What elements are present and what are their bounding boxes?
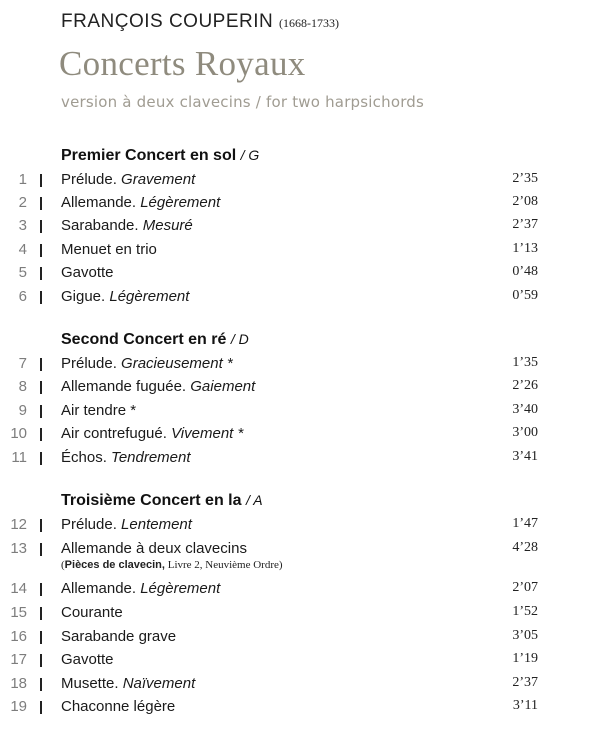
track-duration: 3’40 [512, 402, 538, 417]
track-separator [40, 701, 42, 714]
track-tempo: Légèrement [140, 580, 221, 597]
track-title-text: Prélude. [61, 516, 117, 533]
track-number: 17 [10, 651, 27, 668]
track-separator [40, 519, 42, 532]
track-title [61, 516, 192, 533]
concert-key: / D [230, 331, 249, 347]
track-duration: 4’28 [512, 540, 538, 555]
track-title [61, 698, 175, 715]
track-title-text: Air tendre * [61, 402, 137, 419]
track-note-rest: Livre 2, Neuvième Ordre) [164, 559, 283, 571]
track-separator [40, 428, 42, 441]
track-title [61, 288, 189, 305]
concert-heading [61, 147, 259, 165]
track-row [0, 628, 600, 650]
track-title-text: Courante [61, 604, 123, 621]
track-separator [40, 452, 42, 465]
track-number: 18 [10, 675, 27, 692]
track-title-text: Menuet en trio [61, 241, 157, 258]
track-title-text: Allemande à deux clavecins [61, 540, 247, 557]
track-separator [40, 220, 42, 233]
track-tempo: Tendrement [111, 449, 191, 466]
track-title [61, 604, 123, 621]
track-title [61, 171, 195, 188]
track-tempo: Mesuré [142, 217, 193, 234]
track-tempo: Légèrement [140, 194, 221, 211]
track-separator [40, 174, 42, 187]
track-number: 7 [18, 355, 27, 372]
track-tempo: Gracieusement * [121, 355, 233, 372]
track-duration: 1’47 [512, 516, 538, 531]
track-separator [40, 607, 42, 620]
track-duration: 3’00 [512, 425, 538, 440]
track-duration: 2’37 [512, 217, 538, 232]
track-number: 11 [11, 449, 27, 466]
track-separator [40, 405, 42, 418]
track-duration: 2’08 [512, 194, 538, 209]
track-separator [40, 291, 42, 304]
track-row [0, 698, 600, 720]
track-title [61, 628, 176, 645]
track-row [0, 194, 600, 216]
track-duration: 1’52 [512, 604, 538, 619]
track-duration: 2’37 [512, 675, 538, 690]
track-duration: 2’07 [512, 580, 538, 595]
track-title [61, 540, 247, 557]
track-separator [40, 631, 42, 644]
track-separator [40, 244, 42, 257]
track-title-text: Chaconne légère [61, 698, 176, 715]
track-row [0, 449, 600, 471]
track-number: 15 [10, 604, 27, 621]
track-row [0, 402, 600, 424]
track-number: 5 [18, 264, 27, 281]
album-subtitle: version à deux clavecins / for two harpsichords [61, 93, 425, 111]
track-number: 10 [10, 425, 27, 442]
track-title-text: Air contrefugué. [61, 425, 167, 442]
track-duration: 2’26 [512, 378, 538, 393]
track-row [0, 288, 600, 310]
track-title-text: Gigue. [61, 288, 106, 305]
track-row [0, 241, 600, 263]
track-title [61, 425, 243, 442]
track-title-text: Allemande. [61, 580, 137, 597]
track-row [0, 264, 600, 286]
track-number: 1 [18, 171, 27, 188]
concert-name: Second Concert en ré [61, 331, 227, 348]
track-title-text: Échos. [61, 449, 107, 466]
track-duration: 1’13 [512, 241, 538, 256]
track-title-text: Sarabande grave [61, 628, 177, 645]
track-number: 13 [10, 540, 27, 557]
track-title [61, 194, 220, 211]
track-duration: 2’35 [512, 171, 538, 186]
concert-key: / A [245, 492, 263, 508]
track-separator [40, 267, 42, 280]
track-separator [40, 654, 42, 667]
track-title-text: Prélude. [61, 355, 117, 372]
track-title-text: Gavotte [61, 264, 114, 281]
track-tempo: Lentement [121, 516, 192, 533]
track-tempo: Gravement [121, 171, 196, 188]
track-separator [40, 358, 42, 371]
track-row [0, 378, 600, 400]
track-title [61, 580, 220, 597]
track-duration: 3’11 [512, 698, 538, 713]
track-number: 12 [10, 516, 27, 533]
track-row [0, 540, 600, 571]
album-title: Concerts Royaux [59, 44, 306, 83]
track-tempo: Légèrement [109, 288, 190, 305]
track-separator [40, 678, 42, 691]
concert-name: Troisième Concert en la [61, 492, 242, 509]
track-title [61, 449, 191, 466]
concert-heading [61, 331, 249, 349]
track-tempo: Gaiement [190, 378, 256, 395]
track-duration: 0’59 [512, 288, 538, 303]
track-duration: 1’19 [512, 651, 538, 666]
track-duration: 3’41 [512, 449, 538, 464]
track-title [61, 241, 157, 258]
track-title [61, 402, 136, 419]
composer-name: FRANÇOIS COUPERIN [61, 11, 274, 32]
track-row [0, 580, 600, 602]
track-row [0, 171, 600, 193]
track-duration: 0’48 [512, 264, 538, 279]
track-row [0, 516, 600, 538]
track-note-open: ( [61, 559, 65, 571]
track-tempo: Vivement * [171, 425, 244, 442]
track-number: 4 [18, 241, 27, 258]
track-title [61, 378, 255, 395]
track-title [61, 651, 114, 668]
concert-name: Premier Concert en sol [61, 147, 237, 164]
composer-line [61, 11, 339, 33]
track-title [61, 217, 193, 234]
concert-key: / G [240, 147, 260, 163]
track-number: 2 [18, 194, 27, 211]
track-title-text: Musette. [61, 675, 119, 692]
track-title-text: Allemande. [61, 194, 137, 211]
track-number: 6 [18, 288, 27, 305]
track-title [61, 355, 233, 372]
composer-dates: (1668-1733) [279, 16, 340, 30]
track-separator [40, 583, 42, 596]
track-title-text: Allemande fuguée. [61, 378, 187, 395]
track-title-text: Sarabande. [61, 217, 139, 234]
track-number: 16 [10, 628, 27, 645]
track-row [0, 651, 600, 673]
track-row [0, 604, 600, 626]
track-title [61, 675, 195, 692]
track-number: 3 [18, 217, 27, 234]
track-number: 9 [18, 402, 27, 419]
track-separator [40, 543, 42, 556]
track-note-work: Pièces de clavecin, [64, 559, 165, 571]
track-row [0, 355, 600, 377]
track-title-text: Gavotte [61, 651, 114, 668]
track-separator [40, 197, 42, 210]
track-title-text: Prélude. [61, 171, 117, 188]
track-number: 19 [10, 698, 27, 715]
track-row [0, 425, 600, 447]
track-note [61, 559, 283, 571]
track-number: 14 [10, 580, 27, 597]
track-duration: 3’05 [512, 628, 538, 643]
track-duration: 1’35 [512, 355, 538, 370]
track-row [0, 675, 600, 697]
concert-heading [61, 492, 263, 510]
track-row [0, 217, 600, 239]
track-tempo: Naïvement [122, 675, 196, 692]
track-title [61, 264, 114, 281]
track-separator [40, 381, 42, 394]
track-number: 8 [18, 378, 27, 395]
